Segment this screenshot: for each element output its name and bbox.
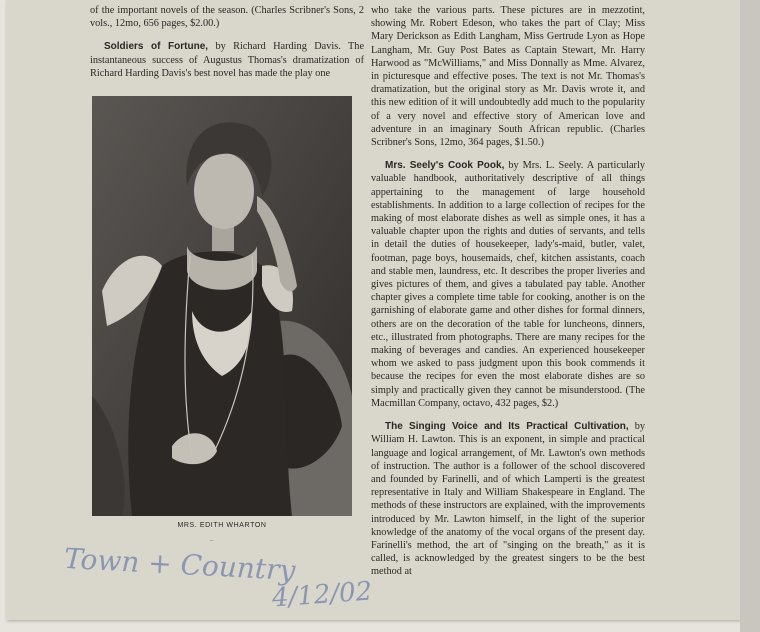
cook-title: Mrs. Seely's Cook Pook,	[385, 160, 505, 172]
cook-book-review	[371, 159, 645, 410]
soldiers-of-fortune-review	[90, 40, 364, 80]
scan-margin	[740, 0, 760, 632]
cook-body: by Mrs. L. Seely. A particularly valuable handbook, authoritatively descriptive of all things appertaining to the management of large household establishments. In addition to a large collection of recipes for the making of most elaborate dishes as well as simple ones, it has a valuable chapter upon the rights and duties of servants, and tells in detail the duties of housekeeper, lady's-maid, butler, valet, footman, page boys, housemaids, chef, kitchen assistants, coach and stable men, laundress, etc. It describes the proper liveries and gives pictures of them, and gives a tabulated pay table. Another chapter gives a complete time table for cooking, another is on the garnishing of elaborate game and other dishes for formal dinners, others are on the decoration of the table for luncheons, dinners, etc., illustrated from photographs. There are many recipes for the making of beverages and candies. An experienced housekeeper whom we asked to pass judgment upon this book commends it because the recipes for even the most elaborate dishes are so simply and practically given they cannot be misunderstood. (The Macmillan Company, octavo, 432 pages, $2.)	[371, 160, 645, 409]
handwritten-date: 4/12/02	[271, 576, 374, 614]
soldiers-title: Soldiers of Fortune,	[104, 41, 209, 53]
voice-title: The Singing Voice and Its Practical Cultivation,	[385, 421, 629, 433]
handwritten-source: Town + Country	[63, 541, 297, 588]
left-text-column	[90, 4, 364, 80]
photo-caption: MRS. EDITH WHARTON	[177, 522, 267, 529]
right-text-column	[371, 4, 645, 579]
portrait-photo	[92, 96, 352, 516]
voice-body: by William H. Lawton. This is an exponent, in simple and practical language and logical arrangement, of Mr. Lawton's own methods of instruction. The author is a follower of the school discovered and founded by Farinelli, and of which Lamperti is the greatest representative in Italy and William Shakespeare in England. The methods of these instructors are explained, with the improvements introduced by Mr. Lawton himself, in the light of the superior knowledge of the anatomy of the vocal organs of the present day. Farinelli's method, the art of "singing on the breath," as it is called, is acknowledged by the greatest singers to be the best method at	[371, 421, 645, 578]
portrait-illustration	[92, 96, 352, 516]
left-top-fragment: of the important novels of the season. (Charles Scribner's Sons, 2 vols., 12mo, 656 pages, $2.00.)	[90, 5, 364, 30]
right-top-fragment: who take the various parts. These pictures are in mezzotint, showing Mr. Robert Edeson, who takes the part of Clay; Miss Mary Derickson as Edith Langham, Miss Gertrude Lyon as Hope Langham, Mr. Guy Post Bates as Captain Stewart, Mr. Harry Harwood as "McWilliams," and Miss Donnally as Mme. Alvarez, in picturesque and effective poses. The text is not Mr. Thomas's dramatization, but the original story as Mr. Davis wrote it, and this new edition of it will undoubtedly add much to the popularity of a very novel and effective story of American love and adventure in an imaginary South African republic. (Charles Scribner's Sons, 12mo, 364 pages, $1.50.)	[371, 5, 645, 149]
soldiers-body: by Richard Harding Davis. The instantaneous success of Augustus Thomas's dramatization of Richard Harding Davis's best novel has made the play one	[90, 41, 365, 79]
